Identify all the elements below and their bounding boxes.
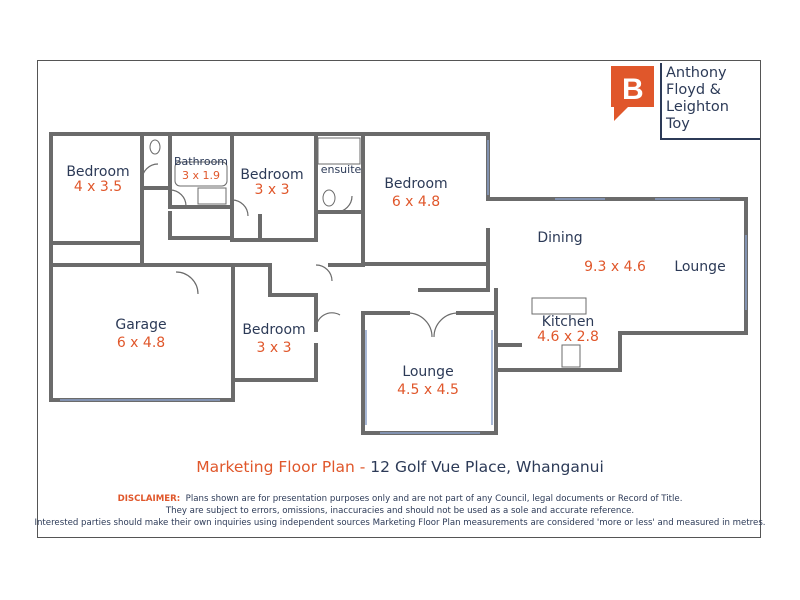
plan-title-address: 12 Golf Vue Place, Whanganui bbox=[370, 458, 604, 476]
room-name: Garage bbox=[115, 317, 167, 333]
room-dining-dimension bbox=[578, 260, 652, 275]
disclaimer-line-2: They are subject to errors, omissions, inaccuracies and should not be used as a sole and accurate reference. bbox=[165, 506, 635, 516]
room-name: Bedroom bbox=[240, 167, 304, 183]
room-name: Dining bbox=[537, 230, 583, 246]
room-name: Lounge bbox=[402, 364, 454, 380]
room-name: ensuite bbox=[320, 163, 362, 176]
room-lounge-2 bbox=[390, 365, 466, 399]
svg-text:B: B bbox=[622, 73, 644, 106]
room-dimension: 4.6 x 2.8 bbox=[537, 329, 599, 346]
room-bathroom bbox=[170, 156, 232, 182]
room-bedroom-1 bbox=[60, 165, 136, 196]
room-bedroom-4 bbox=[236, 323, 312, 357]
disclaimer-line-1 bbox=[0, 494, 800, 504]
room-lounge-main bbox=[668, 260, 732, 275]
room-dimension: 6 x 4.8 bbox=[116, 335, 166, 352]
room-name: Bedroom bbox=[384, 176, 448, 192]
room-bedroom-3 bbox=[376, 177, 456, 211]
plan-title bbox=[0, 458, 800, 476]
room-ensuite bbox=[320, 164, 362, 176]
room-dimension: 9.3 x 4.6 bbox=[584, 259, 646, 275]
room-bedroom-2 bbox=[234, 168, 310, 199]
disclaimer-line-3: Interested parties should make their own inquiries using independent sources Marketing Floor Plan measurements are considered 'more or less' and measured in metres. bbox=[34, 518, 766, 528]
logo-underline bbox=[660, 138, 760, 140]
room-dimension: 4 x 3.5 bbox=[73, 179, 123, 196]
room-name: Bedroom bbox=[242, 322, 306, 338]
brand-name bbox=[666, 65, 756, 133]
room-dining bbox=[530, 231, 590, 246]
room-dimension: 3 x 1.9 bbox=[182, 169, 220, 183]
brand-logo bbox=[608, 63, 760, 140]
logo-divider bbox=[660, 63, 662, 139]
room-name: Kitchen bbox=[541, 314, 595, 330]
room-dimension: 3 x 3 bbox=[256, 340, 292, 357]
room-name: Bedroom bbox=[66, 164, 130, 180]
room-name: Lounge bbox=[674, 259, 726, 275]
room-garage bbox=[104, 318, 178, 352]
brand-line-2: Floyd & bbox=[666, 82, 721, 98]
room-kitchen bbox=[530, 315, 606, 346]
room-name: Bathroom bbox=[173, 155, 229, 168]
disclaimer-text-1: Plans shown are for presentation purposes only and are not part of any Council, legal documents or Record of Title. bbox=[185, 494, 683, 504]
brand-b-speech-bubble-icon bbox=[608, 63, 658, 125]
room-dimension: 4.5 x 4.5 bbox=[397, 382, 459, 399]
brand-line-4: Toy bbox=[666, 116, 690, 132]
room-dimension: 3 x 3 bbox=[254, 182, 290, 199]
room-dimension: 6 x 4.8 bbox=[391, 194, 441, 211]
disclaimer-label: DISCLAIMER: bbox=[117, 494, 181, 504]
brand-line-1: Anthony bbox=[666, 65, 727, 81]
brand-line-3: Leighton bbox=[666, 99, 729, 115]
plan-title-prefix: Marketing Floor Plan - bbox=[196, 458, 371, 476]
